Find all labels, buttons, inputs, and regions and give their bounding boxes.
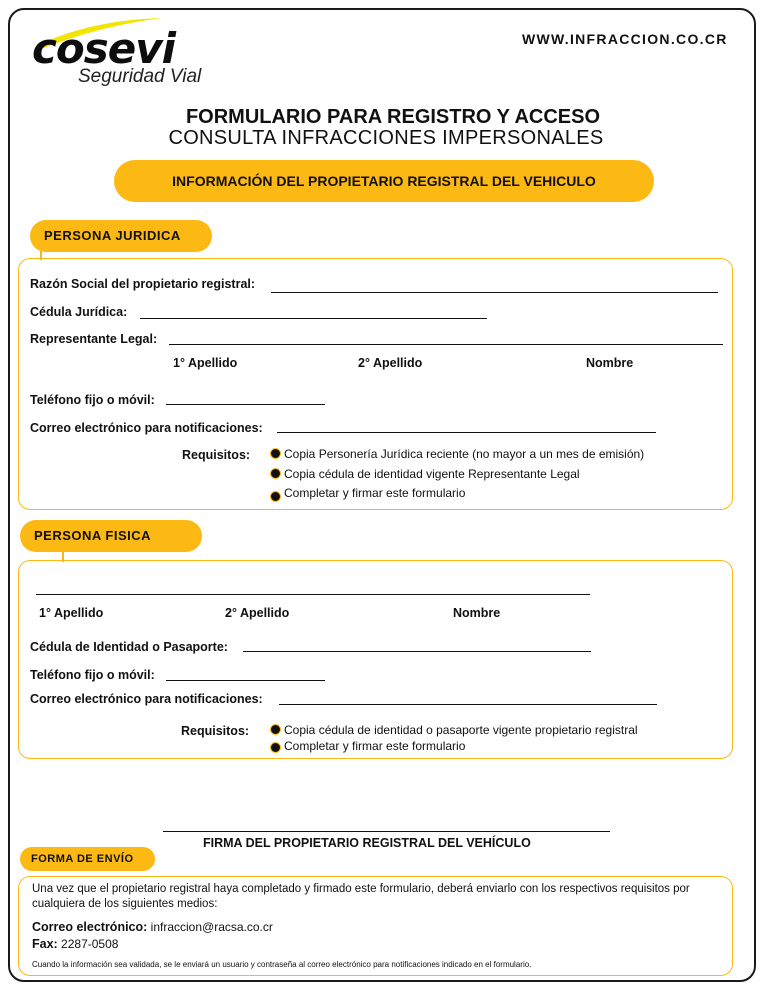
telefono-label: Teléfono fijo o móvil: (30, 393, 155, 407)
envio-correo-value[interactable]: infraccion@racsa.co.cr (150, 920, 273, 934)
telefono-label: Teléfono fijo o móvil: (30, 668, 155, 682)
envio-correo-label: Correo electrónico: (32, 920, 148, 934)
correo-label: Correo electrónico para notificaciones: (30, 421, 263, 435)
forma-envio-heading: FORMA DE ENVÍO (20, 847, 155, 871)
bullet-icon (270, 448, 281, 459)
requisito-item: Copia Personería Jurídica reciente (no mayor a un mes de emisión) (284, 447, 645, 461)
nombre-completo-field[interactable] (36, 594, 590, 595)
cedula-label: Cédula de Identidad o Pasaporte: (30, 640, 228, 654)
apellido1-label: 1° Apellido (173, 356, 238, 370)
envio-fax-row (32, 937, 118, 951)
requisito-item: Copia cédula de identidad o pasaporte vigente propietario registral (284, 723, 638, 737)
firma-label: FIRMA DEL PROPIETARIO REGISTRAL DEL VEHÍCULO (203, 836, 531, 850)
telefono-field[interactable] (166, 680, 325, 681)
requisito-item: Completar y firmar este formulario (284, 486, 466, 500)
razon-social-label: Razón Social del propietario registral: (30, 277, 256, 291)
logo-name: cosevi (32, 24, 176, 73)
correo-label: Correo electrónico para notificaciones: (30, 692, 263, 706)
bullet-icon (270, 742, 281, 753)
correo-field[interactable] (279, 704, 657, 705)
persona-fisica-heading: PERSONA FISICA (20, 520, 202, 552)
section-banner: INFORMACIÓN DEL PROPIETARIO REGISTRAL DEL VEHICULO (114, 160, 654, 202)
bullet-icon (270, 468, 281, 479)
website-link[interactable]: WWW.INFRACCION.CO.CR (522, 31, 728, 47)
cedula-field[interactable] (243, 651, 591, 652)
apellido1-label: 1° Apellido (39, 606, 104, 620)
bullet-icon (270, 491, 281, 502)
requisito-item: Completar y firmar este formulario (284, 739, 466, 753)
page-subtitle: CONSULTA INFRACCIONES IMPERSONALES (168, 127, 604, 149)
correo-field[interactable] (277, 432, 656, 433)
cedula-juridica-label: Cédula Jurídica: (30, 305, 128, 319)
apellido2-label: 2° Apellido (225, 606, 290, 620)
bullet-icon (270, 724, 281, 735)
apellido2-label: 2° Apellido (358, 356, 423, 370)
telefono-field[interactable] (166, 404, 325, 405)
razon-social-field[interactable] (271, 292, 718, 293)
requisitos-label: Requisitos: (182, 448, 251, 462)
nombre-label: Nombre (453, 606, 501, 620)
envio-correo-row (32, 920, 273, 934)
page-title: FORMULARIO PARA REGISTRO Y ACCESO (185, 106, 601, 128)
envio-nota: Cuando la información sea validada, se le enviará un usuario y contraseña al correo electrónico para notificaciones indicado en el formulario. (32, 960, 532, 969)
persona-juridica-heading: PERSONA JURIDICA (30, 220, 212, 252)
requisito-item: Copia cédula de identidad vigente Representante Legal (284, 467, 580, 481)
envio-fax-label: Fax: (32, 937, 58, 951)
firma-field[interactable] (163, 831, 610, 832)
envio-intro: Una vez que el propietario registral haya completado y firmado este formulario, deberá enviarlo con los respectivos requisitos por cualquiera de los siguientes medios: (32, 883, 690, 910)
nombre-label: Nombre (586, 356, 634, 370)
envio-fax-value: 2287-0508 (61, 937, 119, 951)
representante-label: Representante Legal: (30, 332, 158, 346)
requisitos-label: Requisitos: (181, 724, 250, 738)
representante-field[interactable] (169, 344, 723, 345)
logo-tagline: Seguridad Vial (78, 66, 202, 87)
cedula-juridica-field[interactable] (140, 318, 487, 319)
